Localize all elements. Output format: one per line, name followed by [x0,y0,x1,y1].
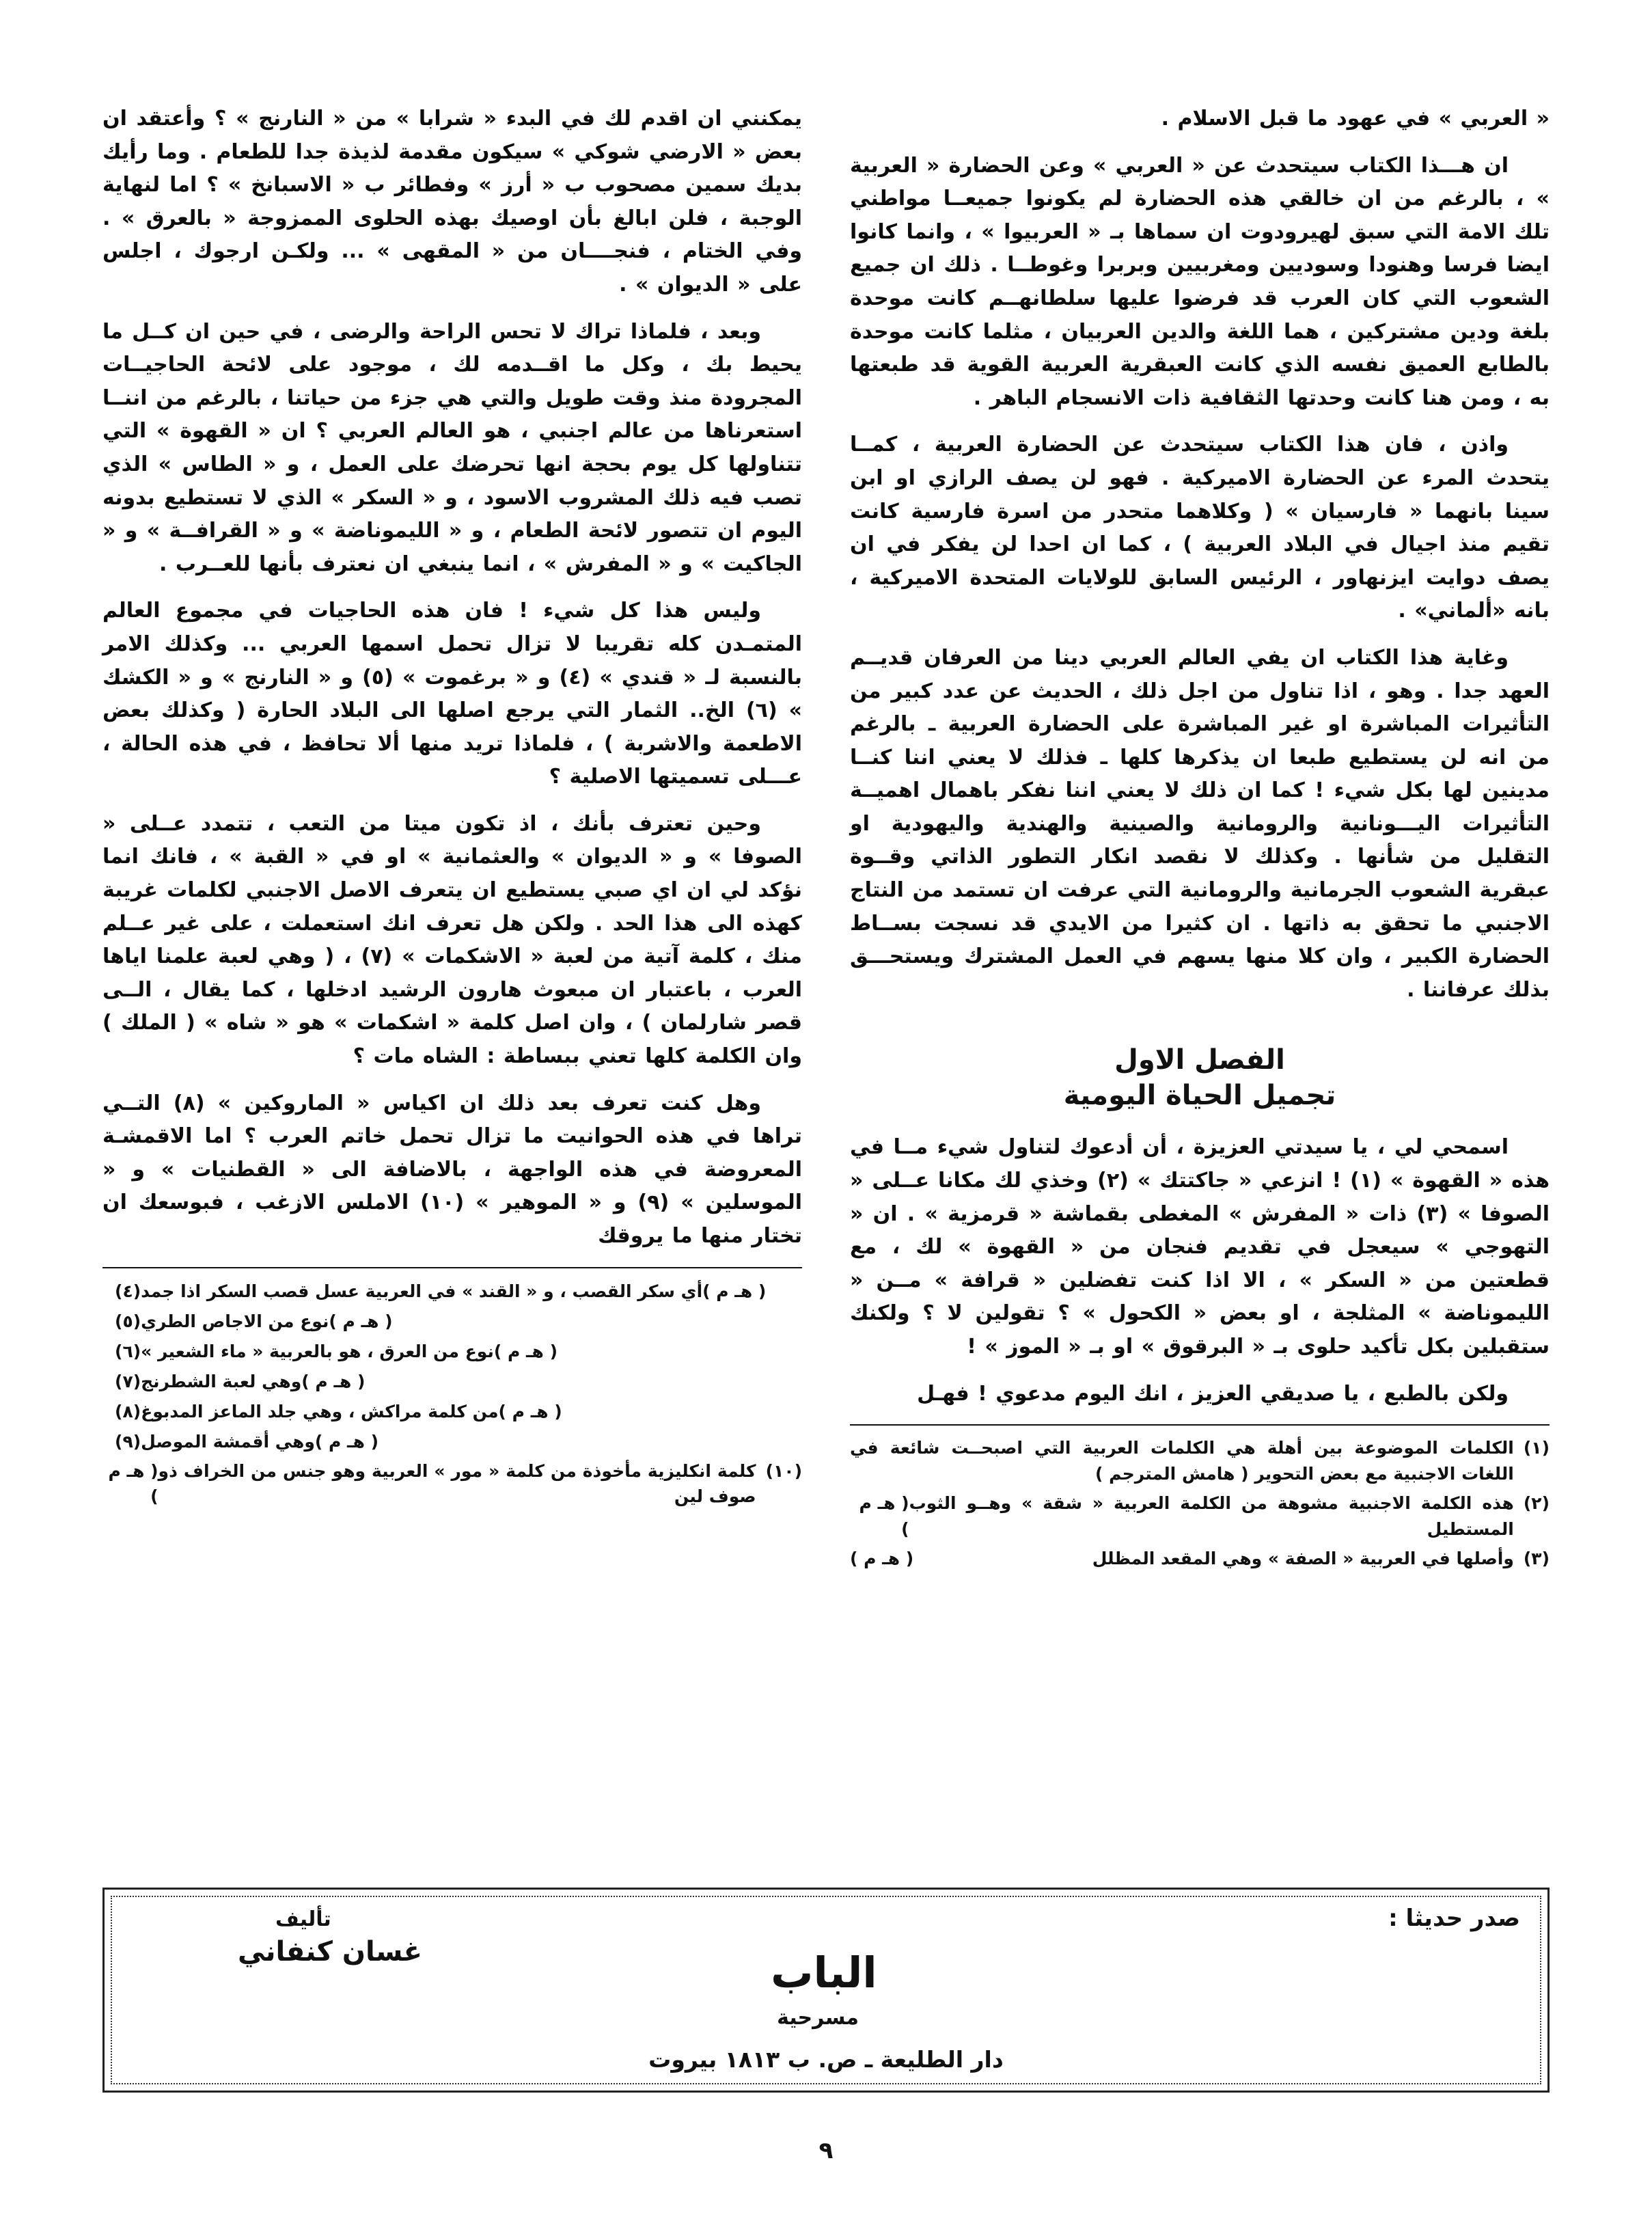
author-label: تأليف [275,1907,331,1931]
footnote-marker: (٤) [115,1281,141,1301]
advertisement-box [102,1888,1550,2093]
footnote-text: وهي أقمشة الموصل [141,1431,315,1452]
footnote-marker: (٥) [115,1311,141,1331]
paragraph: وليس هذا كل شيء ! فان هذه الحاجيات في مجموع العالم المتمـدن كله تقريبا لا تزال تحمل اسمها العربي ... وكذلك الامر بالنسبة لـ « قندي » (٤) و « برغموت » (٥) و « النارنج » و « الكشك » (٦) الخ.. الثمار التي يرجع اصلها الى البلاد الحارة ( وكذلك بعض الاطعمة والاشربة ) ، فلماذا تريد منها ألا تحافظ ، في هذه الحالة ، عـــلى تسميتها الاصلية ؟ [102,599,802,789]
footnote-marker: (٢) [1523,1493,1550,1514]
chapter-number-label: الفصل الاول [1114,1044,1285,1076]
footnotes-right [850,1424,1550,1572]
footnote-text: هذه الكلمة الاجنبية مشوهة من الكلمة العربية « شقة » وهــو الثوب المستطيل [909,1493,1514,1539]
advertisement-content [105,1890,1547,2091]
page-number: ٩ [818,2137,834,2164]
paragraph: اسمحي لي ، يا سيدتي العزيزة ، أن أدعوك لتناول شيء مــا في هذه « القهوة » (١) ! انزعي « جاكتتك » (٢) وخذي لك مكانا عــلى « الصوفا » (٣) ذات « المفرش » المغطى بقماشة « قرمزية » . ان « التهوجي » سيعجل في تقديم فنجان من « القهوة » لك ، مع قطعتين من « السكر » ، الا اذا كنت تفضلين « قرافة » مــن « الليموناضة » المثلجة ، او بعض « الكحول » ؟ تقولين لا ؟ ولكنك ستقبلين بكل تأكيد حلوى بـ « البرقوق » او بـ « الموز » ! [850,1135,1550,1359]
paragraph: وحين تعترف بأنك ، اذ تكون ميتا من التعب ، تتمدد عــلى « الصوفا » و « الديوان » والعثمانية » او في « القبة » ، فانك انما نؤكد لي ان اي صبي يستطيع ان يتعرف الاصل الاجنبي لكلمات غريبة كهذه الى هذا الحد . ولكن هل تعرف انك استعملت ، على غير عــلم منك ، كلمة آتية من لعبة « الاشكمات » (٧) ، ( وهي لعبة علمنا اياها العرب ، باعتبار ان مبعوث هارون الرشيد ادخلها ، كما يقال ، الــى قصر شارلمان ) ، وان اصل كلمة « اشكمات » هو « شاه » ( الملك ) وان الكلمة كلها تعني ببساطة : الشاه مات ؟ [102,811,802,1069]
footnote-marker: (٦) [115,1341,141,1361]
author-name: غسان كنفاني [238,1936,422,1968]
paragraph: « العربي » في عهود ما قبل الاسلام . [1161,107,1550,131]
footnote-text: كلمة انكليزية مأخوذة من كلمة « مور » العربية وهو جنس من الخراف ذو صوف لين [158,1460,756,1507]
footnote [102,1368,802,1396]
footnotes-left [102,1267,802,1510]
footnote-marker: (١٠) [765,1460,802,1481]
paragraph: وبعد ، فلماذا تراك لا تحس الراحة والرضى ، في حين ان كــل ما يحيط بك ، وكل ما اقــدمه لك ، موجود على لائحة الحاجيــات المجرودة منذ وقت طويل والتي هي جزء من حياتنا ، بالرغم من اننــا استعرناها من عالم اجنبي ، هو العالم العربي ؟ ان « القهوة » التي تتناولها كل يوم بحجة انها تحرضك على العمل ، و « الطاس » الذي تصب فيه ذلك المشروب الاسود ، و « السكر » الذي لا تستطيع بدونه اليوم ان تتصور لائحة الطعام ، و « الليموناضة » و « القرافــة » و « الجاكيت » و « المفرش » ، انما ينبغي ان نعترف بأنها للعــرب . [102,319,802,576]
paragraph: يمكنني ان اقدم لك في البدء « شرابا » من « النارنج » ؟ وأعتقد ان بعض « الارضي شوكي » سيكون مقدمة لذيذة جدا للطعام . وما رأيك بديك سمين مصحوب ب « أرز » وفطائر ب « الاسبانخ » ؟ اما لنهاية الوجبة ، فلن ابالغ بأن اوصيك بهذه الحلوى الممزوجة « بالعرق » . وفي الختام ، فنجــــان من « المقهى » ... ولكـن ارجوك ، اجلس على « الديوان » . [102,107,802,297]
footnote-marker: (٨) [115,1401,141,1421]
footnote [102,1308,802,1335]
footnote-source: ( هـ م ) [329,1311,393,1331]
chapter-title: تجميل الحياة اليومية [1063,1080,1336,1112]
left-column [102,103,802,1514]
new-release-label: صدر حديثا : [1388,1905,1520,1932]
footnote-source: ( هـ م ) [493,1341,558,1361]
footnote-source: ( هـ م ) [301,1371,366,1391]
paragraph: ان هـــذا الكتاب سيتحدث عن « العربي » وعن الحضارة « العربية » ، بالرغم من ان خالقي هذه الحضارة لم يكونوا جميعــا مواطني تلك الامة التي سبق لهيرودوت ان سماها بـ « العربيوا » ، وانما كانوا ايضا فرسا وهنودا وسوديين ومغربيين وبربرا وغوطــا . ذلك ان جميع الشعوب التي كان العرب قد فرضوا عليها سلطانهــم كانت موحدة بلغة ودين مشتركين ، هما اللغة والدين العربيان ، مثلما كانت موحدة بالطابع العميق نفسه الذي كانت العبقرية العربية القوية قد طبعتها به ، ومن هنا كانت وحدتها الثقافية ذات الانسجام الباهر . [850,153,1550,410]
footnote-marker: (٣) [1523,1549,1550,1569]
footnote [102,1278,802,1305]
footnote-marker: (٧) [115,1371,141,1391]
footnote-text: الكلمات الموضوعة بين أهلة هي الكلمات العربية التي اصبحــت شائعة في اللغات الاجنبية مع بعض التحوير ( هامش المترجم ) [850,1438,1514,1484]
book-genre: مسرحية [777,2006,859,2030]
footnote-text: أي سكر القصب ، و « القند » في العربية عسل قصب السكر اذا جمد [141,1281,703,1301]
paragraph: واذن ، فان هذا الكتاب سيتحدث عن الحضارة العربية ، كمــا يتحدث المرء عن الحضارة الاميركية . فهو لن يصف الرازي او ابن سينا بانهما « فارسيان » ( وكلاهما متحدر من اسرة فارسية كانت تقيم منذ اجيال في البلاد العربية ) ، كما ان احدا لن يفكر في ان يصف دوايت ايزنهاور ، الرئيس السابق للولايات المتحدة الاميركية ، بانه «ألماني» . [850,433,1550,623]
footnote [850,1546,1550,1572]
footnote-text: نوع من العرق ، هو بالعربية « ماء الشعير » [141,1341,494,1361]
publisher-line: دار الطليعة ـ ص. ب ١٨١٣ بيروت [648,2046,1004,2073]
footnote [102,1428,802,1456]
footnote [102,1398,802,1426]
footnote-text: وهي لعبة الشطرنج [141,1371,302,1391]
footnote-source: ( هـ م ) [108,1460,159,1507]
footnote-text: من كلمة مراكش ، وهي جلد الماعز المدبوغ [141,1401,499,1421]
footnote [102,1338,802,1365]
footnote-source: ( هـ م ) [859,1493,909,1539]
right-column [850,103,1550,1576]
footnote [850,1490,1550,1542]
footnote [102,1458,802,1510]
footnote [850,1435,1550,1486]
footnote-source: ( هـ م ) [850,1549,914,1569]
footnote-text: نوع من الاجاص الطري [141,1311,329,1331]
footnote-source: ( هـ م ) [498,1401,562,1421]
footnote-marker: (١) [1523,1438,1550,1458]
footnote-source: ( هـ م ) [314,1431,379,1452]
two-column-body [102,103,1550,1576]
footnote-source: ( هـ م ) [702,1281,767,1301]
footnote-marker: (٩) [115,1431,141,1452]
footnote-text: وأصلها في العربية « الصفة » وهي المقعد المظلل [1092,1549,1514,1569]
chapter-heading [850,1042,1550,1113]
paragraph: وغاية هذا الكتاب ان يفي العالم العربي دينا من العرفان قديــم العهد جدا . وهو ، اذا تناول من اجل ذلك ، الحديث عن عدد كبير من التأثيرات المباشرة او غير المباشرة على الحضارة العربية ـ بالرغم من انه لن يستطيع طبعا ان يذكرها كلها ـ فذلك لا يعني اننا كنــا مدينين لها بكل شيء ! كما ان ذلك لا يعني اننا نفكر باهمال اهميــة التأثيرات اليـــونانية والرومانية والصينية والهندية واليهودية او التقليل من شأنها . وكذلك لا نقصد انكار التطور الذاتي وقــوة عبقرية الشعوب الجرمانية والرومانية التي عرفت ان تستمد من النتاج الاجنبي ما تحقق به ذاتها . ان كثيرا من الايدي قد نسجت بســاط الحضارة الكبير ، وان كلا منها يسهم في العمل المشترك ويستحـــق بذلك عرفاننا . [850,645,1550,1002]
paragraph: ولكن بالطبع ، يا صديقي العزيز ، انك اليوم مدعوي ! فهـل [917,1381,1509,1406]
paragraph: وهل كنت تعرف بعد ذلك ان اكياس « الماروكين » (٨) التــي تراها في هذه الحوانيت ما تزال تحمل خاتم العرب ؟ اما الاقمشـة المعروضة في هذه الواجهة ، بالاضافة الى « القطنيات » و « الموسلين » (٩) و « الموهير » (١٠) الاملس الازغب ، فبوسعك ان تختار منها ما يروقك [102,1091,803,1248]
book-title: الباب [771,1948,877,1998]
